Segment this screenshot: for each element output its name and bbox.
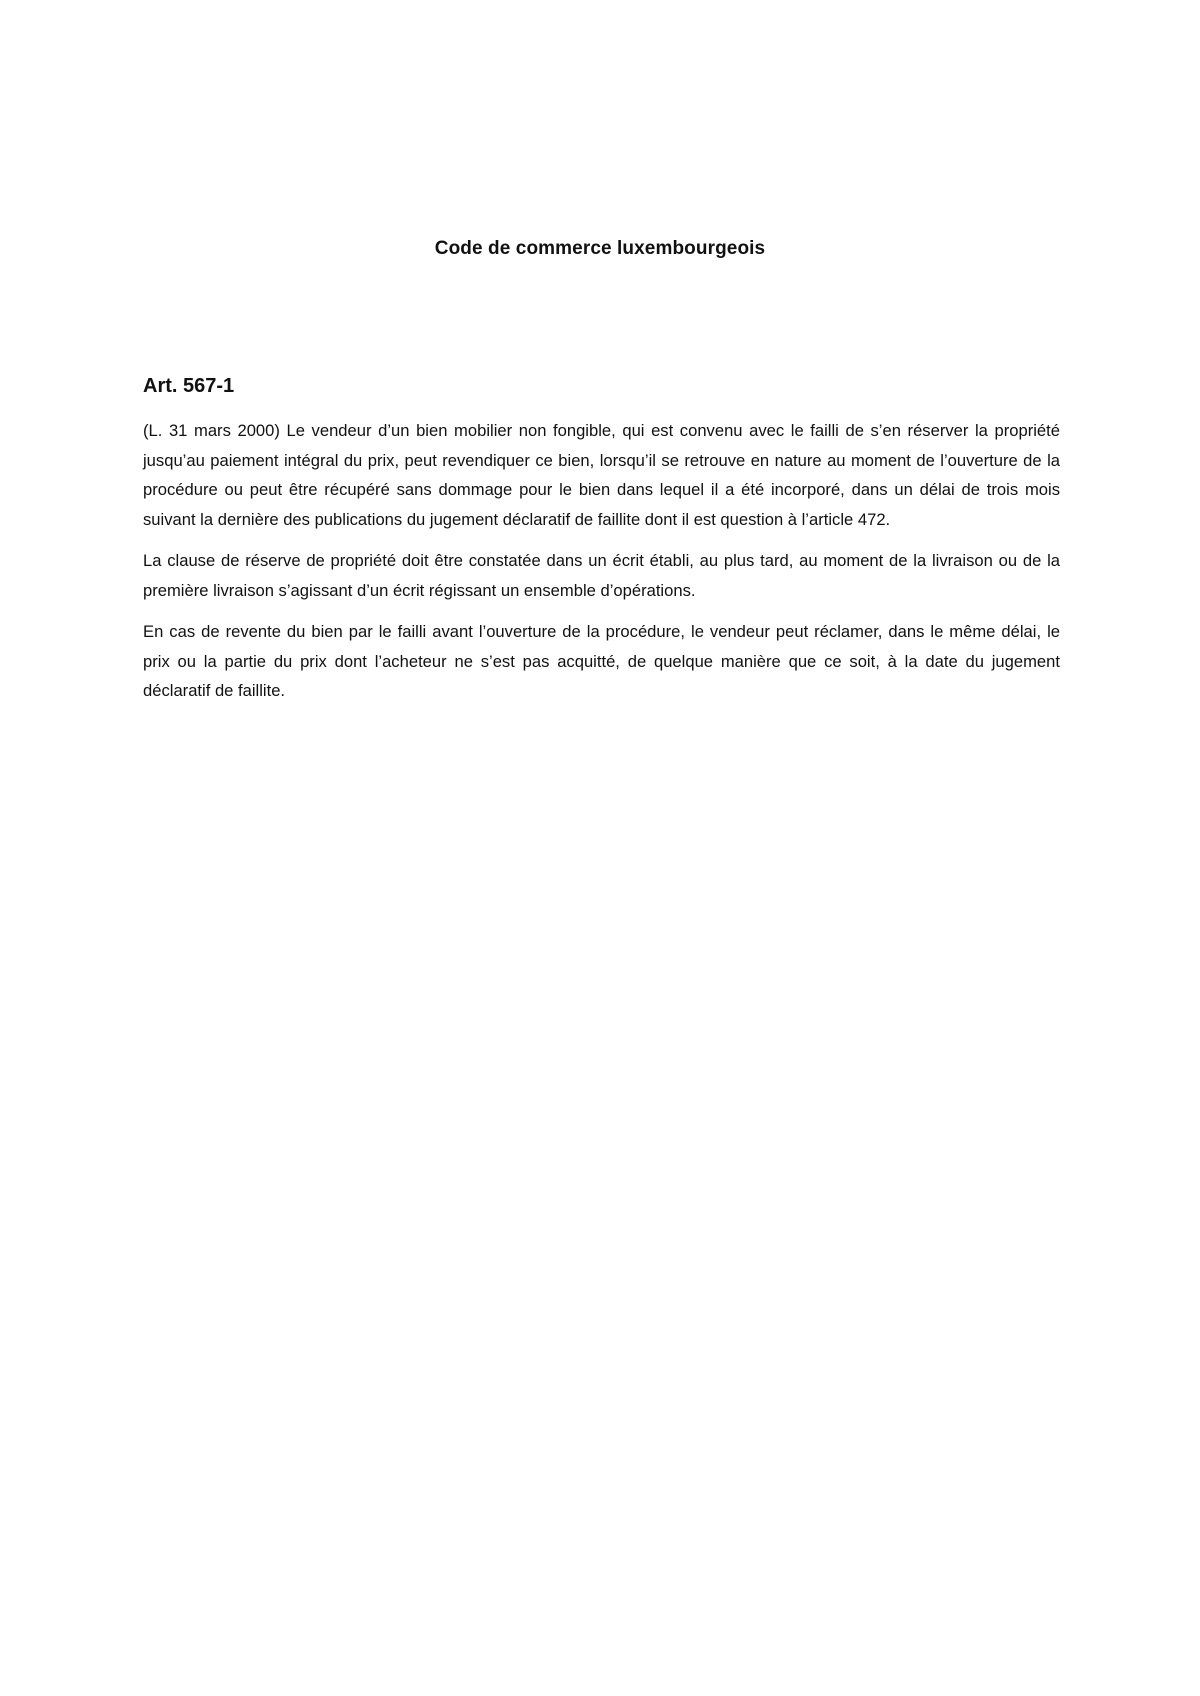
article-paragraph-3: En cas de revente du bien par le failli avant l’ouverture de la procédure, le vendeur peut réclamer, dans le même délai, le prix ou la partie du prix dont l’acheteur ne s’est pas acquitté, de quelque manière que ce soit, à la date du jugement déclaratif de faillite. [143,622,1060,700]
document-title: Code de commerce luxembourgeois [434,238,766,259]
article-paragraph-1: (L. 31 mars 2000) Le vendeur d’un bien mobilier non fongible, qui est convenu avec le failli de s’en réserver la propriété jusqu’au paiement intégral du prix, peut revendiquer ce bien, lorsqu’il se retrouve en nature au moment de l’ouverture de la procédure ou peut être récupéré sans dommage pour le bien dans lequel il a été incorporé, dans un délai de trois mois suivant la dernière des publications du jugement déclaratif de faillite dont il est question à l’article 472. [143,421,1060,529]
article-section [143,373,1060,718]
article-paragraph-2: La clause de réserve de propriété doit être constatée dans un écrit établi, au plus tard, au moment de la livraison ou de la première livraison s’agissant d’un écrit régissant un ensemble d’opérations. [143,551,1060,600]
article-heading: Art. 567-1 [143,375,235,397]
